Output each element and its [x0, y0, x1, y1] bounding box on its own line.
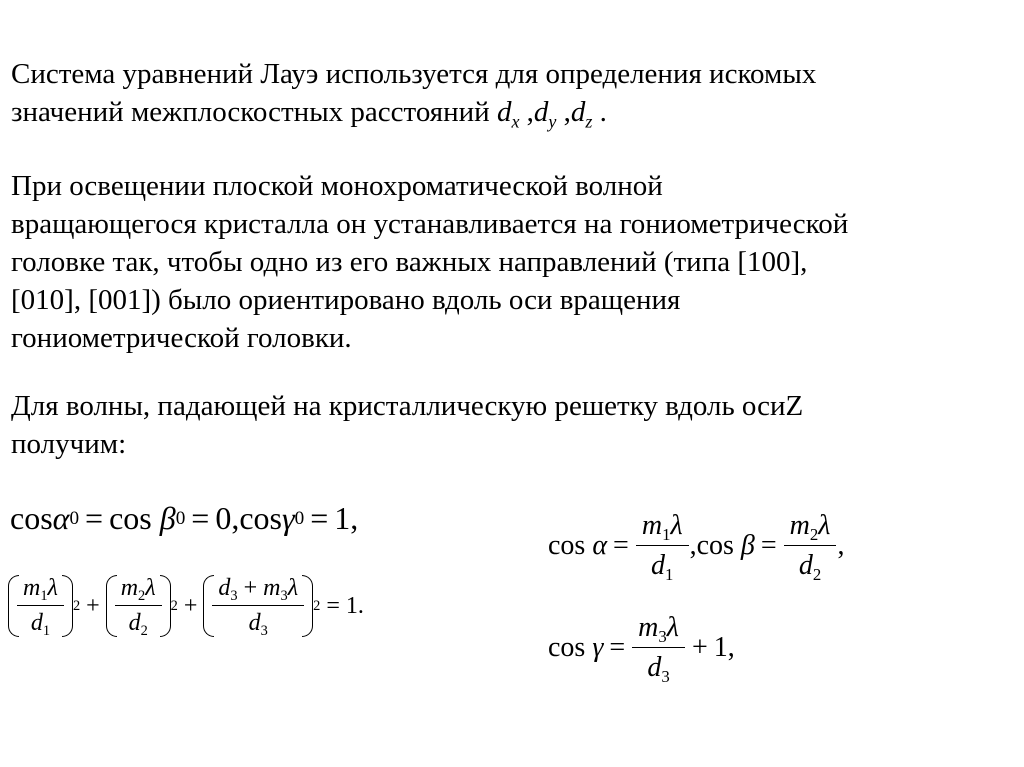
p2-line5: гониометрической головки.	[11, 322, 352, 354]
paragraph-laue-system	[11, 55, 816, 131]
term-2: $\frac{m_2\lambda}{d_2}$	[106, 575, 171, 637]
p1-line2: значений межплоскостных расстояний $d_x$ $,d_y$ $,d_z$ .	[11, 96, 607, 132]
p2-line3: головке так, чтобы одно из его важных направлений (типа [100],	[11, 246, 808, 278]
paragraph-rotating-crystal	[11, 167, 848, 357]
paragraph-wave-along-z	[11, 387, 803, 463]
equation-direction-cosines-initial: cos α 0 = cos β 0 = 0, cos γ 0 = 1,	[10, 500, 359, 536]
term-1: $\frac{m_1\lambda}{d_1}$	[8, 575, 73, 637]
term-3: $\frac{d_3 + m_3\lambda}{d_3}$	[203, 575, 313, 637]
p2-line1: При освещении плоской монохроматической волной	[11, 170, 663, 202]
p3-line2: получим:	[11, 428, 127, 460]
p2-line4: [010], [001]) было ориентировано вдоль оси вращения	[11, 284, 681, 316]
equation-sum-of-squares: $\frac{m_1\lambda}{d_1}$ 2 + $\frac{m_2\lambda}{d_2}$ 2 + $\frac{d_3 + m_3\lambda}{d_3}$ 2 = 1.	[8, 575, 370, 637]
equation-cos-gamma: cos γ = $\frac{m_3\lambda}{d_3}$ + 1,	[548, 612, 735, 686]
equation-cos-alpha-beta: cos α = $\frac{m_1\lambda}{d_1}$ , cos β = $\frac{m_2\lambda}{d_2}$ ,	[548, 510, 845, 584]
p2-line2: вращающегося кристалла он устанавливается на гониометрической	[11, 208, 849, 240]
p1-line1: Система уравнений Лауэ используется для определения искомых	[11, 58, 817, 90]
p3-line1: Для волны, падающей на кристаллическую решетку вдоль осиZ	[11, 390, 804, 422]
